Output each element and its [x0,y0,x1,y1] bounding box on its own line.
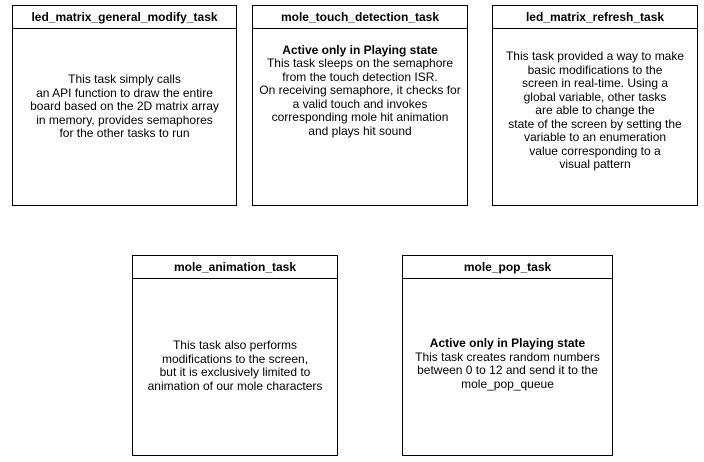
task-box-mole-touch-detection [252,5,468,206]
task-description [13,29,236,205]
task-description [493,29,697,205]
task-description [253,29,467,205]
task-title: mole_animation_task [133,256,337,279]
task-title: mole_pop_task [403,256,612,279]
task-box-mole-animation [132,255,338,456]
task-title: mole_touch_detection_task [253,6,467,29]
task-title: led_matrix_refresh_task [493,6,697,29]
description-line: mole_pop_queue [461,376,554,391]
description-line: global variable, other tasks [523,89,667,104]
state-condition: Active only in Playing state [429,336,586,350]
task-box-led-matrix-general-modify [12,5,237,206]
description-line: basic modifications to the [527,62,663,77]
description-line: between 0 to 12 and send it to the [417,363,598,377]
description-line: This task sleeps on the semaphore [266,56,454,71]
state-condition: Active only in Playing state [282,42,438,57]
description-line: value corresponding to a [529,143,661,158]
description-line: a valid touch and invokes [292,96,428,111]
description-line: state of the screen by setting the [508,116,682,131]
description-line: board based on the 2D matrix array [30,99,219,114]
description-line: for the other tasks to run [59,126,190,141]
task-description [403,279,612,455]
task-box-mole-pop [402,255,613,456]
description-line: and plays hit sound [308,123,412,138]
description-line: This task provided a way to make [505,49,685,64]
description-line: This task simply calls [68,72,181,87]
description-line: from the touch detection ISR. [282,69,438,84]
description-line: This task creates random numbers [415,349,600,364]
task-description [133,279,337,455]
description-line: variable to an enumeration [523,130,667,145]
description-line: but it is exclusively limited to [159,365,311,379]
task-box-led-matrix-refresh [492,5,698,206]
description-line: in memory, provides semaphores [36,112,213,127]
description-line: This task also performs [172,338,298,352]
description-line: visual pattern [559,157,631,172]
description-line: are able to change the [535,103,655,118]
description-line: modifications to the screen, [161,351,309,366]
description-line: On receiving semaphore, it checks for [259,83,461,98]
description-line: an API function to draw the entire [36,85,213,100]
description-line: screen in real-time. Using a [521,76,669,91]
description-line: corresponding mole hit animation [271,110,449,125]
description-line: animation of our mole characters [147,378,323,393]
task-title: led_matrix_general_modify_task [13,6,236,29]
